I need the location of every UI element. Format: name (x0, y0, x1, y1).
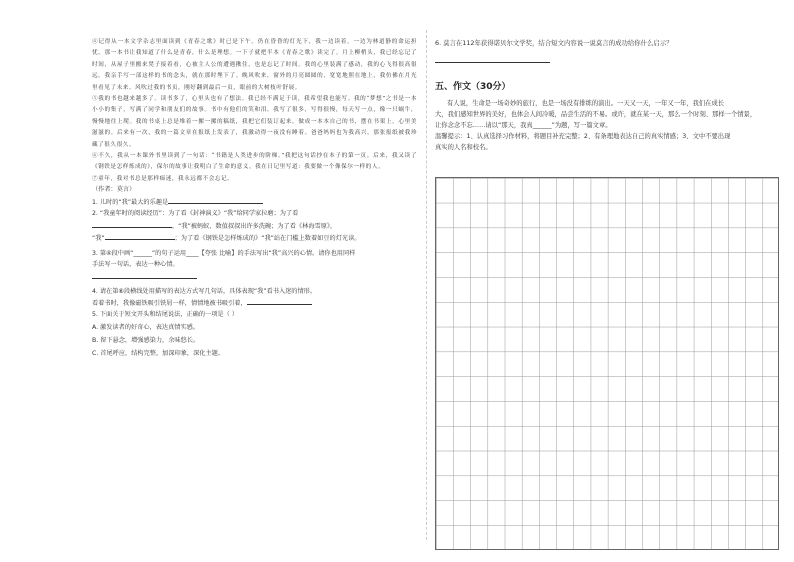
question-6: 6. 莫言在112年获得诺贝尔文学奖，结合短文内容说一说莫言的成功给你什么启示？ (435, 39, 673, 47)
paragraph-7: ⑦童年，我对书总是那样痴迷，我永远都不会忘记。 (92, 175, 234, 182)
question-3 (92, 249, 417, 283)
answer-blank[interactable] (168, 196, 263, 204)
answer-blank[interactable] (92, 220, 172, 228)
question-3-line-2: 手法写一句话，表达一种心情。 (92, 261, 179, 269)
answer-blank[interactable] (92, 271, 197, 279)
prompt-line-5: 真实的人名和校名。 (435, 144, 492, 151)
right-column (435, 38, 780, 153)
composition-prompt (435, 98, 780, 153)
paragraph-6: ⑥不久，我从一本课外书里读到了一句话：“书籍是人类进步的阶梯。”我把这句话抄在本子的第一页。后来，我又读了《钢铁是怎样炼成的》，保尔的故事让我明白了生命的意义。我在日记里写道：我要做一个像保尔一样的人。 (92, 153, 417, 171)
paragraph-5: ⑤我的书也越来越多了。读书多了，心里头也有了想法。我已经不满足于读，我希望我也能写。我的“梦想”之书是一本小小的集子，写满了同学和朋友们的故事。书中有他们的笑和泪，我写了很多，写得很慢，每天写一点，像一只蜗牛，慢慢地往上爬。我的书桌上总是堆着一摞一摞的稿纸，我把它们装订起来，做成一本本自己的书，摆在书架上，心里美滋滋的。后来有一次，我的一篇文章在报纸上发表了，我激动得一夜没有睡着。爸爸妈妈也为我高兴，那张报纸被我珍藏了很久很久。 (92, 96, 417, 148)
question-2-line-1: 2. “我童年时的阅读经历”：为了看《封神演义》“我”给同学家拉磨；为了看 (92, 209, 299, 217)
prompt-line-1: 有人说，生命是一场奇妙的旅行，也是一场没有排练的演出。一天又一天，一年又一年，我们在成长 (447, 100, 725, 107)
answer-blank[interactable] (105, 232, 175, 240)
writing-grid[interactable] (435, 177, 779, 550)
answer-blank[interactable] (435, 55, 550, 63)
question-2-line-3-text: ；为了看《钢铁是怎样炼成的》“我”站在门槛上数着如豆的灯光读。 (174, 235, 361, 243)
option-b[interactable]: B. 留下悬念，增强感染力，余味悠长。 (92, 336, 200, 344)
prompt-line-4: 温馨提示：1、认真选择习作材料，将题目补充完整；2、有条理地表达自己的真实情感；3、文中不要出现 (435, 133, 731, 140)
question-4 (92, 287, 417, 311)
question-1 (92, 196, 417, 209)
option-a[interactable]: A. 激发读者的好奇心，表达真情实感。 (92, 324, 200, 332)
question-4-line-1: 4. 请在第⑥段横线处用描写的表达方式写几句话，具体表现“我”看书入迷的情形。 (92, 287, 317, 295)
prompt-line-3: 让你念念不忘……请以“那天，我真______”为题，写一篇文章。 (435, 122, 612, 129)
question-2-line-3-start: “我” (92, 235, 105, 243)
prompt-line-2: 大，我们感知世界的美好，也体会人间冷暖，品尝生活的不易。或许，就在某一天，那么一个时刻、那样一个情景， (435, 111, 757, 118)
question-2-line-3 (92, 232, 417, 245)
left-column (92, 37, 417, 359)
answer-blank[interactable] (247, 297, 312, 305)
section-title-composition: 五、作文（30分） (435, 82, 511, 92)
question-2 (92, 209, 417, 245)
question-5 (92, 310, 417, 359)
paragraph-4: ④记得从一本文学杂志里面读到《青春之歌》时已是下午。仍在昏昏的灯光下，我一边读着，一边为林道静的命运担忧。那一本书让我知道了什么是青春，什么是理想。一下子就把半本《青春之歌》读完了。月上柳梢头，我已经忘记了时间，从屋子里搬来凳子接着看，心被主人公的遭遇揪住，也是忘记了时间。我的心里装满了感动，我的心飞得很高很远。我亲手写一部这样的书的念头，就在那时埋下了。晚风吹来，窗外的月亮圆圆的，宽宽地照在地上，我仿佛在月光里看见了未来。风吹过我的书页，刚好翻到最后一页，眼前的大树枝叶舒展。 (92, 39, 417, 91)
question-1-text: 1. 儿时的“我”最大的乐趣是 (92, 199, 169, 207)
option-c[interactable]: C. 首尾呼应，结构完整，加深印象，深化主题。 (92, 349, 225, 357)
reading-passage (92, 37, 417, 185)
column-divider (426, 30, 427, 540)
question-3-line-1: 3. 第④段中画“______”的句子运用____【夸张 比喻】的手法写出“我”高兴的心情。请你也用同样 (92, 250, 356, 258)
question-4-line-2-text: 看着书时，我像磁铁吸引铁屑一样，情情地被书吸引着， (92, 300, 247, 308)
question-4-line-2 (92, 297, 417, 310)
author-credit: （作者：莫言） (92, 186, 136, 194)
question-5-text: 5. 下面关于短文开头和结尾说法，正确的一项是（ ） (92, 311, 238, 319)
question-2-line-2 (92, 220, 417, 233)
question-2-line-2-text: ，“我”被蚂蚁、数值叔叔出许多洗碗；为了看《林海雪原》， (172, 222, 337, 230)
